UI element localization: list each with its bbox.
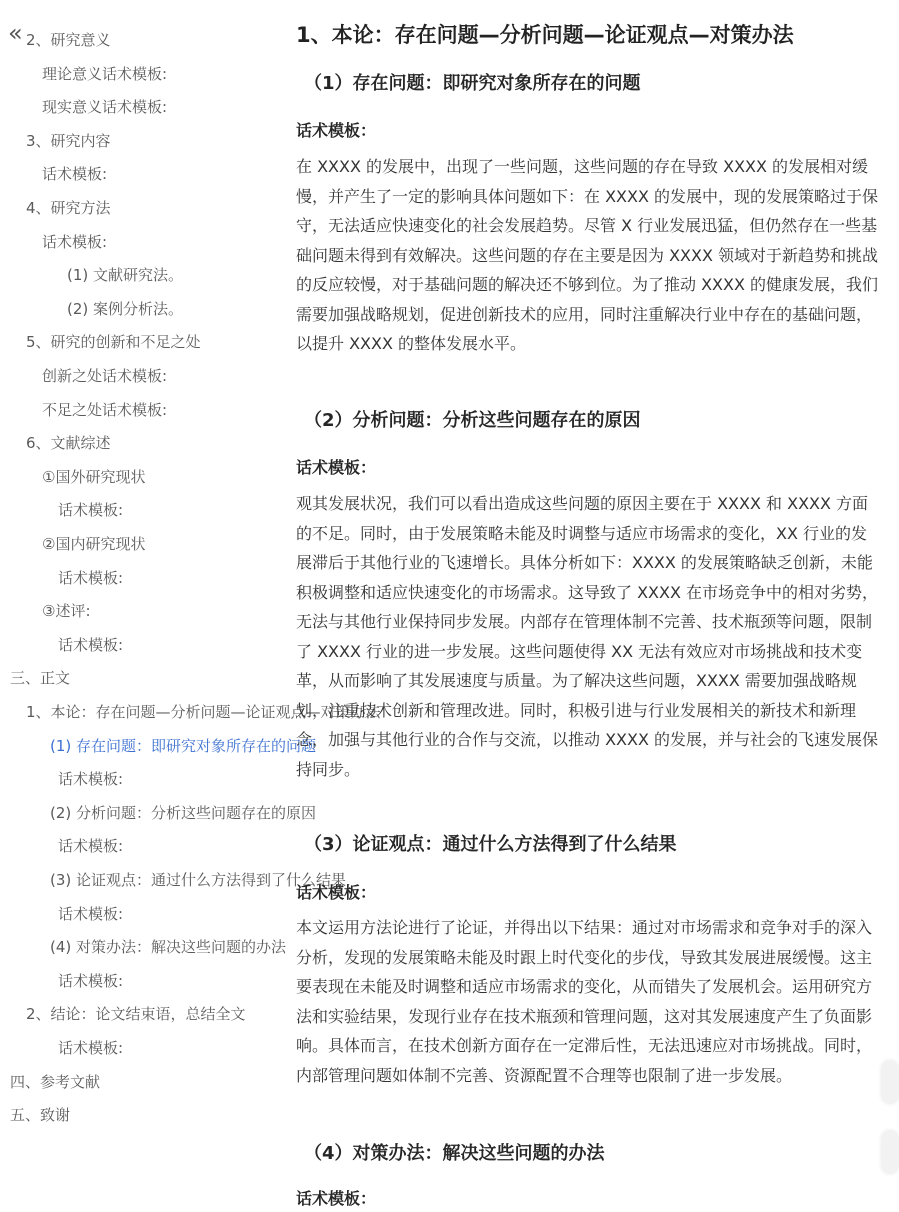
template-label-2: 话术模板： [296, 458, 377, 477]
toc-item[interactable]: 话术模板: [58, 837, 124, 856]
template-label-3: 话术模板： [296, 883, 377, 902]
double-chevron-left-icon[interactable]: « [8, 19, 23, 47]
toc-item[interactable]: 理论意义话术模板: [42, 64, 168, 83]
template-label-4: 话术模板： [296, 1189, 377, 1208]
toc-item[interactable]: 1、本论：存在问题—分析问题—论证观点—对策办法 [26, 703, 381, 721]
toc-item[interactable]: 3、研究内容 [26, 131, 111, 150]
toc-item[interactable]: (4) 对策办法：解决这些问题的办法 [50, 938, 287, 957]
toc-sidebar [0, 0, 381, 1200]
toc-item[interactable]: 五、致谢 [10, 1106, 71, 1125]
section-heading-2: （2）分析问题：分析这些问题存在的原因 [304, 410, 641, 431]
toc-item[interactable]: 6、文献综述 [26, 434, 111, 453]
toc-item[interactable]: 话术模板: [58, 904, 124, 923]
toc-item[interactable]: 5、研究的创新和不足之处 [26, 333, 201, 352]
toc-item[interactable]: 话术模板: [58, 501, 124, 520]
toc-item[interactable]: ③述评: [42, 602, 91, 621]
toc-item[interactable]: ①国外研究现状 [42, 467, 146, 486]
section-heading-4: （4）对策办法：解决这些问题的办法 [304, 1143, 605, 1164]
toc-item[interactable]: 不足之处话术模板: [42, 400, 168, 419]
toc-item[interactable]: 话术模板: [58, 971, 124, 990]
toc-item[interactable]: (2) 案例分析法。 [67, 299, 184, 318]
section-heading-3: （3）论证观点：通过什么方法得到了什么结果 [304, 834, 677, 855]
toc-item[interactable]: 话术模板: [42, 165, 108, 184]
toc-item[interactable]: 四、参考文献 [10, 1072, 101, 1091]
document-content [296, 0, 884, 1208]
toc-item[interactable]: 话术模板: [58, 635, 124, 654]
scroll-hint-icon[interactable] [881, 1060, 899, 1104]
toc-item[interactable]: 创新之处话术模板: [42, 367, 168, 385]
toc-item[interactable]: 话术模板: [58, 568, 124, 587]
section-heading-1: （1）存在问题：即研究对象所存在的问题 [304, 73, 641, 94]
section-text-1: 在 XXXX 的发展中，出现了一些问题，这些问题的存在导致 XXXX 的发展相对缓慢，并产生了一定的影响具体问题如下：在 XXXX 的发展中，现的发展策略过于保守，无法适应快速变化的社会发展趋势。尽管 X 行业发展迅猛，但仍然存在一些基础问题未得到有效解决。这些问题的存在主要是因为 XXXX 领域对于新趋势和挑战的反应较慢，对于基础问题的解决还不够到位。为了推动 XXXX 的健康发展，我们需要加强战略规划，促进创新技术的应用，同时注重解决行业中存在的基础问题，以提升 XXXX 的整体发展水平。 [296, 157, 879, 353]
section-text-2: 观其发展状况，我们可以看出造成这些问题的原因主要在于 XXXX 和 XXXX 方面的不足。同时，由于发展策略未能及时调整与适应市场需求的变化，XX 行业的发展滞后于其他行业的飞速增长。具体分析如下：XXXX 的发展策略缺乏创新，未能积极调整和适应快速变化的市场需求。这导致了 XXXX 在市场竞争中的相对劣势，无法与其他行业保持同步发展。内部存在管理体制不完善、技术瓶颈等问题，限制了 XXXX 行业的进一步发展。这些问题使得 XX 无法有效应对市场挑战和技术变革，从而影响了其发展速度与质量。为了解决这些问题，XXXX 需要加强战略规划，注重技术创新和管理改进。同时，积极引进与行业发展相关的新技术和新理念，加强与其他行业的合作与交流，以推动 XXXX 的发展，并与社会的飞速发展保持同步。 [296, 494, 879, 779]
toc-item[interactable]: 2、结论：论文结束语，总结全文 [26, 1005, 246, 1024]
section-text-3: 本文运用方法论进行了论证，并得出以下结果：通过对市场需求和竞争对手的深入分析，发现的发展策略未能及时跟上时代变化的步伐，导致其发展进展缓慢。这主要表现在未能及时调整和适应市场需求的变化，从而错失了发展机会。运用研究方法和实验结果，发现行业存在技术瓶颈和管理问题，这对其发展速度产生了负面影响。具体而言，在技术创新方面存在一定滞后性，无法迅速应对市场挑战。同时，内部管理问题如体制不完善、资源配置不合理等也限制了进一步发展。 [296, 918, 873, 1085]
scroll-hint-icon[interactable] [881, 1130, 899, 1174]
toc-item[interactable]: 现实意义话术模板: [42, 98, 168, 117]
page-title: 1、本论：存在问题—分析问题—论证观点—对策办法 [296, 23, 794, 47]
toc-item[interactable]: 话术模板: [58, 770, 124, 789]
toc-item[interactable]: 2、研究意义 [26, 31, 111, 49]
template-label-1: 话术模板： [296, 121, 377, 140]
toc-item[interactable]: (2) 分析问题：分析这些问题存在的原因 [50, 803, 317, 822]
toc-item[interactable]: (3) 论证观点：通过什么方法得到了什么结果 [50, 871, 347, 889]
toc-item[interactable]: 4、研究方法 [26, 199, 111, 217]
toc-item[interactable]: 话术模板: [58, 1039, 124, 1057]
toc-item[interactable]: (1) 存在问题：即研究对象所存在的问题 [50, 736, 317, 755]
toc-item[interactable]: ②国内研究现状 [42, 535, 146, 553]
toc-item[interactable]: 三、正文 [10, 669, 71, 688]
toc-item[interactable]: 话术模板: [42, 232, 108, 251]
toc-item[interactable]: (1) 文献研究法。 [67, 266, 184, 285]
